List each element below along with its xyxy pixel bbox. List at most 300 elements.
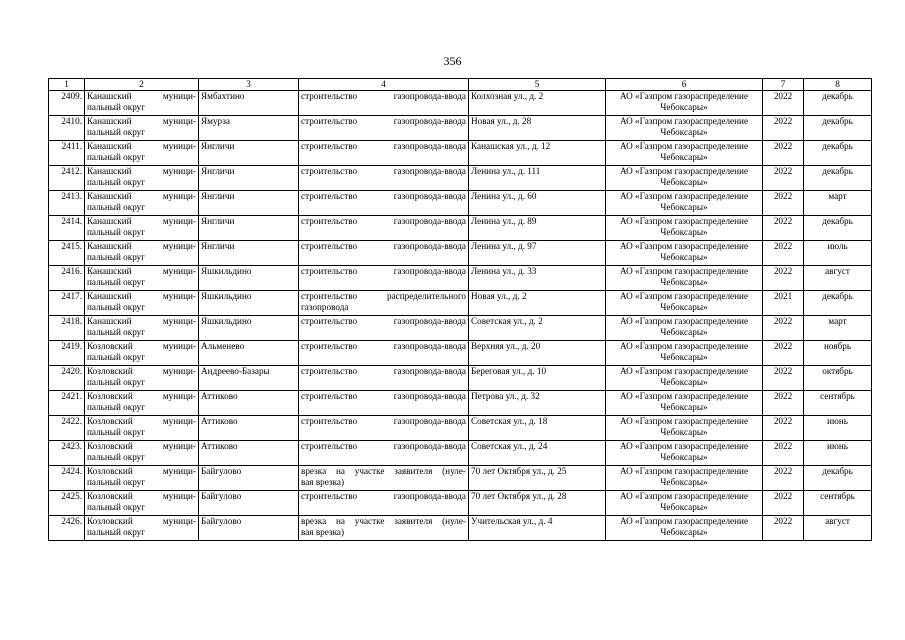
organization-cell <box>606 391 763 416</box>
district-cell <box>85 441 199 466</box>
work-type-line-1: строительство газопровода-ввода <box>301 166 466 176</box>
district-cell <box>85 516 199 541</box>
work-type-line-1: врезка на участке заявителя (нуле- <box>301 516 466 526</box>
organization-line-2: Чебоксары» <box>660 427 708 437</box>
district-cell <box>85 366 199 391</box>
organization-cell <box>606 266 763 291</box>
month-cell: декабрь <box>804 216 872 241</box>
row-number: 2414. <box>49 216 85 241</box>
organization-cell <box>606 116 763 141</box>
month-cell: декабрь <box>804 91 872 116</box>
work-type-cell <box>299 166 469 191</box>
district-line-2: пальный округ <box>87 402 146 412</box>
organization-line-1: АО «Газпром газораспределение <box>619 291 749 301</box>
address-cell: Колхозная ул., д. 2 <box>469 91 606 116</box>
table-row <box>49 266 872 291</box>
column-number-row <box>49 79 872 91</box>
year-cell: 2022 <box>763 266 804 291</box>
district-line-2: пальный округ <box>87 277 146 287</box>
district-line-2: пальный округ <box>87 302 146 312</box>
month-cell: август <box>804 516 872 541</box>
address-cell: Петрова ул., д. 32 <box>469 391 606 416</box>
district-line <box>87 366 196 377</box>
table-row <box>49 116 872 141</box>
address-cell: Советская ул., д. 2 <box>469 316 606 341</box>
organization-line-2: Чебоксары» <box>660 277 708 287</box>
district-name: Козловский <box>87 416 133 426</box>
settlement-cell: Ямурза <box>199 116 299 141</box>
year-cell: 2022 <box>763 241 804 266</box>
district-cell <box>85 341 199 366</box>
district-name: Канашский <box>87 166 132 176</box>
district-cell <box>85 216 199 241</box>
district-name: Канашский <box>87 141 132 151</box>
work-type-cell <box>299 91 469 116</box>
work-type-line-1: строительство газопровода-ввода <box>301 216 466 226</box>
table-row <box>49 166 872 191</box>
organization-line-2: Чебоксары» <box>660 527 708 537</box>
district-line <box>87 491 196 502</box>
district-name: Козловский <box>87 341 133 351</box>
organization-line-1: АО «Газпром газораспределение <box>619 341 749 351</box>
work-type-line-1: строительство газопровода-ввода <box>301 416 466 426</box>
table-row <box>49 516 872 541</box>
district-line-2: пальный округ <box>87 152 146 162</box>
district-line-2: пальный округ <box>87 102 146 112</box>
table-row <box>49 466 872 491</box>
organization-cell <box>606 316 763 341</box>
organization-line-2: Чебоксары» <box>660 302 708 312</box>
organization-line-1: АО «Газпром газораспределение <box>619 266 749 276</box>
district-line-2: пальный округ <box>87 452 146 462</box>
month-cell: декабрь <box>804 466 872 491</box>
settlement-cell: Яшкильдино <box>199 291 299 316</box>
district-word: муници- <box>162 241 196 251</box>
work-type-cell <box>299 316 469 341</box>
work-type-cell <box>299 391 469 416</box>
settlement-cell: Аттиково <box>199 391 299 416</box>
work-type-line-1: строительство газопровода-ввода <box>301 441 466 451</box>
address-cell: Канашская ул., д. 12 <box>469 141 606 166</box>
month-cell: октябрь <box>804 366 872 391</box>
district-line <box>87 116 196 127</box>
settlement-cell: Аттиково <box>199 416 299 441</box>
address-cell: Ленина ул., д. 33 <box>469 266 606 291</box>
organization-line-2: Чебоксары» <box>660 452 708 462</box>
year-cell: 2022 <box>763 366 804 391</box>
organization-line-1: АО «Газпром газораспределение <box>619 241 749 251</box>
district-name: Канашский <box>87 116 132 126</box>
district-line <box>87 141 196 152</box>
table-row <box>49 491 872 516</box>
column-number-header: 7 <box>763 79 804 91</box>
work-type-line-1: строительство газопровода-ввода <box>301 491 466 501</box>
table-row <box>49 141 872 166</box>
month-cell: август <box>804 266 872 291</box>
organization-line-1: АО «Газпром газораспределение <box>619 441 749 451</box>
district-word: муници- <box>162 191 196 201</box>
row-number: 2411. <box>49 141 85 166</box>
district-line <box>87 316 196 327</box>
settlement-cell: Янгличи <box>199 241 299 266</box>
year-cell: 2022 <box>763 466 804 491</box>
organization-line-2: Чебоксары» <box>660 402 708 412</box>
year-cell: 2022 <box>763 316 804 341</box>
district-name: Козловский <box>87 391 133 401</box>
row-number: 2420. <box>49 366 85 391</box>
month-cell: декабрь <box>804 166 872 191</box>
row-number: 2423. <box>49 441 85 466</box>
year-cell: 2022 <box>763 516 804 541</box>
district-cell <box>85 241 199 266</box>
address-cell: Советская ул., д. 18 <box>469 416 606 441</box>
row-number: 2413. <box>49 191 85 216</box>
work-type-line-1: строительство распределительного <box>301 291 466 301</box>
district-word: муници- <box>162 441 196 451</box>
work-type-cell <box>299 141 469 166</box>
settlement-cell: Андреево-Базары <box>199 366 299 391</box>
organization-cell <box>606 366 763 391</box>
month-cell: декабрь <box>804 116 872 141</box>
year-cell: 2022 <box>763 191 804 216</box>
organization-cell <box>606 291 763 316</box>
district-cell <box>85 191 199 216</box>
work-type-cell <box>299 191 469 216</box>
address-cell: 70 лет Октября ул., д. 25 <box>469 466 606 491</box>
month-cell: июль <box>804 241 872 266</box>
row-number: 2416. <box>49 266 85 291</box>
settlement-cell: Байгулово <box>199 516 299 541</box>
district-cell <box>85 141 199 166</box>
organization-line-2: Чебоксары» <box>660 327 708 337</box>
year-cell: 2022 <box>763 491 804 516</box>
settlement-cell: Альменево <box>199 341 299 366</box>
organization-cell <box>606 166 763 191</box>
organization-cell <box>606 341 763 366</box>
table-row <box>49 216 872 241</box>
column-number-header: 2 <box>85 79 199 91</box>
organization-line-1: АО «Газпром газораспределение <box>619 416 749 426</box>
organization-cell <box>606 191 763 216</box>
district-cell <box>85 91 199 116</box>
organization-line-2: Чебоксары» <box>660 127 708 137</box>
district-word: муници- <box>162 366 196 376</box>
work-type-line-1: строительство газопровода-ввода <box>301 316 466 326</box>
table-row <box>49 91 872 116</box>
district-line-2: пальный округ <box>87 227 146 237</box>
organization-line-2: Чебоксары» <box>660 152 708 162</box>
organization-line-1: АО «Газпром газораспределение <box>619 391 749 401</box>
district-line-2: пальный округ <box>87 127 146 137</box>
district-line-2: пальный округ <box>87 252 146 262</box>
work-type-cell <box>299 216 469 241</box>
year-cell: 2022 <box>763 116 804 141</box>
district-line-2: пальный округ <box>87 352 146 362</box>
settlement-cell: Янгличи <box>199 191 299 216</box>
organization-line-1: АО «Газпром газораспределение <box>619 191 749 201</box>
organization-line-1: АО «Газпром газораспределение <box>619 116 749 126</box>
month-cell: декабрь <box>804 141 872 166</box>
table-row <box>49 241 872 266</box>
column-number-header: 5 <box>469 79 606 91</box>
table-row <box>49 416 872 441</box>
organization-line-1: АО «Газпром газораспределение <box>619 466 749 476</box>
organization-line-1: АО «Газпром газораспределение <box>619 366 749 376</box>
table-row <box>49 191 872 216</box>
organization-cell <box>606 491 763 516</box>
work-type-line-1: строительство газопровода-ввода <box>301 266 466 276</box>
settlement-cell: Ямбахтино <box>199 91 299 116</box>
column-number-header: 1 <box>49 79 85 91</box>
work-type-cell <box>299 441 469 466</box>
column-number-header: 8 <box>804 79 872 91</box>
district-cell <box>85 316 199 341</box>
month-cell: сентябрь <box>804 391 872 416</box>
district-cell <box>85 291 199 316</box>
month-cell: декабрь <box>804 291 872 316</box>
work-type-line-1: строительство газопровода-ввода <box>301 141 466 151</box>
district-line <box>87 391 196 402</box>
organization-line-2: Чебоксары» <box>660 352 708 362</box>
row-number: 2415. <box>49 241 85 266</box>
district-word: муници- <box>162 166 196 176</box>
work-type-cell <box>299 466 469 491</box>
address-cell: Новая ул., д. 28 <box>469 116 606 141</box>
work-type-line-1: врезка на участке заявителя (нуле- <box>301 466 466 476</box>
district-line-2: пальный округ <box>87 477 146 487</box>
table-body <box>49 91 872 541</box>
work-type-line-2: вая врезка) <box>301 527 345 537</box>
district-cell <box>85 391 199 416</box>
gasification-table <box>48 78 872 541</box>
organization-line-2: Чебоксары» <box>660 502 708 512</box>
organization-line-2: Чебоксары» <box>660 102 708 112</box>
district-word: муници- <box>162 491 196 501</box>
district-word: муници- <box>162 141 196 151</box>
month-cell: март <box>804 191 872 216</box>
district-name: Козловский <box>87 516 133 526</box>
district-line-2: пальный округ <box>87 527 146 537</box>
year-cell: 2022 <box>763 441 804 466</box>
district-word: муници- <box>162 91 196 101</box>
column-number-header: 4 <box>299 79 469 91</box>
month-cell: сентябрь <box>804 491 872 516</box>
district-line-2: пальный округ <box>87 327 146 337</box>
organization-line-1: АО «Газпром газораспределение <box>619 491 749 501</box>
address-cell: 70 лет Октября ул., д. 28 <box>469 491 606 516</box>
work-type-line-1: строительство газопровода-ввода <box>301 241 466 251</box>
row-number: 2424. <box>49 466 85 491</box>
column-number-header: 6 <box>606 79 763 91</box>
year-cell: 2022 <box>763 391 804 416</box>
district-line <box>87 191 196 202</box>
address-cell: Ленина ул., д. 89 <box>469 216 606 241</box>
page-number: 356 <box>443 54 462 68</box>
work-type-line-1: строительство газопровода-ввода <box>301 341 466 351</box>
district-word: муници- <box>162 516 196 526</box>
organization-line-1: АО «Газпром газораспределение <box>619 316 749 326</box>
month-cell: март <box>804 316 872 341</box>
address-cell: Ленина ул., д. 111 <box>469 166 606 191</box>
row-number: 2418. <box>49 316 85 341</box>
organization-cell <box>606 441 763 466</box>
work-type-cell <box>299 366 469 391</box>
district-line <box>87 291 196 302</box>
settlement-cell: Яшкильдино <box>199 316 299 341</box>
work-type-cell <box>299 416 469 441</box>
district-word: муници- <box>162 341 196 351</box>
table-row <box>49 391 872 416</box>
organization-cell <box>606 416 763 441</box>
settlement-cell: Байгулово <box>199 466 299 491</box>
organization-line-2: Чебоксары» <box>660 202 708 212</box>
settlement-cell: Аттиково <box>199 441 299 466</box>
district-line-2: пальный округ <box>87 502 146 512</box>
district-word: муници- <box>162 291 196 301</box>
district-line-2: пальный округ <box>87 177 146 187</box>
row-number: 2419. <box>49 341 85 366</box>
organization-cell <box>606 216 763 241</box>
row-number: 2426. <box>49 516 85 541</box>
work-type-line-1: строительство газопровода-ввода <box>301 191 466 201</box>
organization-line-2: Чебоксары» <box>660 377 708 387</box>
district-line <box>87 91 196 102</box>
district-name: Козловский <box>87 491 133 501</box>
column-number-header: 3 <box>199 79 299 91</box>
month-cell: ноябрь <box>804 341 872 366</box>
settlement-cell: Янгличи <box>199 216 299 241</box>
district-name: Канашский <box>87 316 132 326</box>
organization-line-1: АО «Газпром газораспределение <box>619 141 749 151</box>
district-line <box>87 216 196 227</box>
district-word: муници- <box>162 116 196 126</box>
district-line <box>87 241 196 252</box>
row-number: 2421. <box>49 391 85 416</box>
district-word: муници- <box>162 216 196 226</box>
table-row <box>49 441 872 466</box>
district-line <box>87 416 196 427</box>
year-cell: 2022 <box>763 216 804 241</box>
work-type-cell <box>299 516 469 541</box>
table-row <box>49 341 872 366</box>
work-type-cell <box>299 241 469 266</box>
work-type-line-1: строительство газопровода-ввода <box>301 391 466 401</box>
district-name: Козловский <box>87 366 133 376</box>
address-cell: Советская ул., д. 24 <box>469 441 606 466</box>
district-cell <box>85 266 199 291</box>
district-name: Канашский <box>87 91 132 101</box>
row-number: 2412. <box>49 166 85 191</box>
work-type-cell <box>299 116 469 141</box>
table-row <box>49 316 872 341</box>
district-cell <box>85 416 199 441</box>
district-cell <box>85 491 199 516</box>
address-cell: Верхняя ул., д. 20 <box>469 341 606 366</box>
district-line <box>87 466 196 477</box>
district-cell <box>85 166 199 191</box>
organization-line-2: Чебоксары» <box>660 177 708 187</box>
district-line <box>87 341 196 352</box>
district-line <box>87 166 196 177</box>
district-name: Козловский <box>87 441 133 451</box>
settlement-cell: Янгличи <box>199 166 299 191</box>
work-type-line-1: строительство газопровода-ввода <box>301 366 466 376</box>
year-cell: 2022 <box>763 416 804 441</box>
work-type-cell <box>299 491 469 516</box>
district-cell <box>85 116 199 141</box>
address-cell: Учительская ул., д. 4 <box>469 516 606 541</box>
row-number: 2409. <box>49 91 85 116</box>
month-cell: июнь <box>804 441 872 466</box>
district-name: Канашский <box>87 241 132 251</box>
work-type-cell <box>299 341 469 366</box>
district-name: Канашский <box>87 191 132 201</box>
year-cell: 2022 <box>763 166 804 191</box>
organization-line-2: Чебоксары» <box>660 227 708 237</box>
district-line-2: пальный округ <box>87 377 146 387</box>
year-cell: 2022 <box>763 141 804 166</box>
district-name: Канашский <box>87 216 132 226</box>
work-type-cell <box>299 291 469 316</box>
organization-cell <box>606 516 763 541</box>
district-line <box>87 266 196 277</box>
organization-line-2: Чебоксары» <box>660 252 708 262</box>
organization-cell <box>606 466 763 491</box>
district-line-2: пальный округ <box>87 202 146 212</box>
row-number: 2417. <box>49 291 85 316</box>
district-cell <box>85 466 199 491</box>
district-line <box>87 516 196 527</box>
organization-cell <box>606 241 763 266</box>
district-line-2: пальный округ <box>87 427 146 437</box>
work-type-line-2: газопровода <box>301 302 349 312</box>
year-cell: 2021 <box>763 291 804 316</box>
row-number: 2425. <box>49 491 85 516</box>
district-line <box>87 441 196 452</box>
work-type-line-1: строительство газопровода-ввода <box>301 116 466 126</box>
district-name: Канашский <box>87 291 132 301</box>
district-word: муници- <box>162 391 196 401</box>
organization-line-2: Чебоксары» <box>660 477 708 487</box>
organization-cell <box>606 91 763 116</box>
organization-cell <box>606 141 763 166</box>
address-cell: Новая ул., д. 2 <box>469 291 606 316</box>
district-name: Козловский <box>87 466 133 476</box>
table-row <box>49 366 872 391</box>
settlement-cell: Байгулово <box>199 491 299 516</box>
organization-line-1: АО «Газпром газораспределение <box>619 216 749 226</box>
year-cell: 2022 <box>763 91 804 116</box>
district-word: муници- <box>162 316 196 326</box>
table-row <box>49 291 872 316</box>
organization-line-1: АО «Газпром газораспределение <box>619 166 749 176</box>
address-cell: Береговая ул., д. 10 <box>469 366 606 391</box>
work-type-line-2: вая врезка) <box>301 477 345 487</box>
district-name: Канашский <box>87 266 132 276</box>
work-type-cell <box>299 266 469 291</box>
month-cell: июнь <box>804 416 872 441</box>
address-cell: Ленина ул., д. 60 <box>469 191 606 216</box>
row-number: 2410. <box>49 116 85 141</box>
address-cell: Ленина ул., д. 97 <box>469 241 606 266</box>
district-word: муници- <box>162 466 196 476</box>
organization-line-1: АО «Газпром газораспределение <box>619 516 749 526</box>
organization-line-1: АО «Газпром газораспределение <box>619 91 749 101</box>
district-word: муници- <box>162 266 196 276</box>
work-type-line-1: строительство газопровода-ввода <box>301 91 466 101</box>
settlement-cell: Яшкильдино <box>199 266 299 291</box>
row-number: 2422. <box>49 416 85 441</box>
